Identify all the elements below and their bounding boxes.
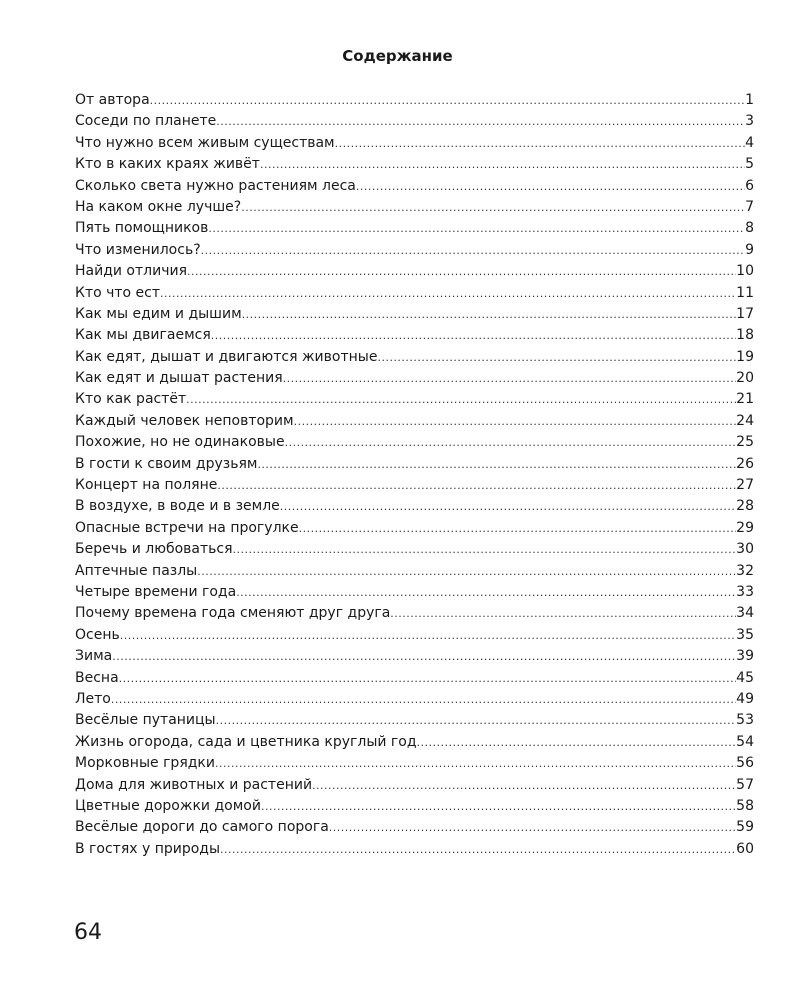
toc-entry [75,432,754,453]
toc-entry-page: 24 [736,412,754,429]
toc-entry-title: Что изменилось? [75,241,201,258]
toc-entry [75,582,754,603]
toc-entry [75,775,754,796]
toc-entry-title: Зима [75,648,113,665]
dot-leader [211,325,736,346]
toc-entry [75,133,754,154]
toc-entry [75,603,754,624]
toc-entry-page: 10 [736,263,754,280]
toc-entry-page: 9 [745,241,754,258]
dot-leader [160,283,736,304]
toc-entry-page: 11 [736,284,754,301]
toc-entry [75,261,754,282]
toc-entry [75,454,754,475]
toc-entry-title: Пять помощников [75,220,209,237]
toc-entry [75,732,754,753]
toc-entry-title: В гостях у природы [75,840,221,857]
toc-entry-title: Найди отличия [75,263,187,280]
toc-entry [75,753,754,774]
toc-entry-title: Соседи по планете [75,113,217,130]
toc-entry [75,539,754,560]
toc-entry-page: 21 [736,391,754,408]
dot-leader [111,689,736,710]
toc-entry [75,218,754,239]
dot-leader [257,454,736,475]
toc-entry-title: Осень [75,626,120,643]
toc-entry-page: 6 [745,177,754,194]
toc-entry-title: В гости к своим друзьям [75,455,258,472]
table-of-contents [75,90,754,860]
toc-entry-page: 60 [736,840,754,857]
toc-entry [75,710,754,731]
dot-leader [377,347,736,368]
toc-entry-page: 56 [736,755,754,772]
toc-entry-page: 58 [736,797,754,814]
toc-entry-title: Опасные встречи на прогулке [75,519,299,536]
toc-entry [75,646,754,667]
toc-entry-title: Весёлые путаницы [75,712,216,729]
toc-entry-title: Каждый человек неповторим [75,412,294,429]
toc-entry [75,176,754,197]
dot-leader [197,561,736,582]
toc-entry-page: 59 [736,819,754,836]
toc-entry-title: Дома для животных и растений [75,776,313,793]
toc-entry [75,796,754,817]
page-number: 64 [74,920,102,945]
toc-entry [75,817,754,838]
toc-entry-page: 33 [736,583,754,600]
dot-leader [283,368,737,389]
dot-leader [186,389,736,410]
toc-entry-title: Кто что ест [75,284,161,301]
dot-leader [233,539,737,560]
toc-entry [75,325,754,346]
toc-entry-page: 35 [736,626,754,643]
toc-entry-title: Сколько света нужно растениям леса [75,177,356,194]
dot-leader [294,411,737,432]
toc-entry-title: Четыре времени года [75,583,237,600]
toc-entry-page: 5 [745,156,754,173]
toc-entry-title: Морковные грядки [75,755,215,772]
dot-leader [201,240,745,261]
toc-entry [75,154,754,175]
toc-entry-title: Цветные дорожки домой [75,797,261,814]
toc-entry [75,368,754,389]
toc-entry-title: Весна [75,669,119,686]
toc-entry [75,475,754,496]
toc-entry-title: Концерт на поляне [75,477,218,494]
toc-entry [75,625,754,646]
toc-entry-page: 17 [736,305,754,322]
toc-entry-title: Как мы едим и дышим [75,305,242,322]
toc-entry-title: В воздухе, в воде и в земле [75,498,280,515]
toc-entry-page: 25 [736,434,754,451]
dot-leader [215,753,736,774]
toc-entry-title: Как едят, дышат и двигаются животные [75,348,378,365]
dot-leader [112,646,736,667]
toc-entry-title: На каком окне лучше? [75,198,242,215]
dot-leader [417,732,737,753]
toc-entry-page: 28 [736,498,754,515]
toc-entry [75,668,754,689]
toc-entry-page: 57 [736,776,754,793]
dot-leader [187,261,736,282]
toc-entry-page: 7 [745,198,754,215]
toc-entry [75,518,754,539]
toc-entry-page: 45 [736,669,754,686]
dot-leader [216,111,745,132]
toc-entry [75,839,754,860]
toc-entry-page: 26 [736,455,754,472]
dot-leader [236,582,736,603]
toc-entry-title: Как едят и дышат растения [75,370,283,387]
dot-leader [261,796,736,817]
toc-entry-page: 4 [745,134,754,151]
toc-entry-page: 34 [736,605,754,622]
toc-entry [75,111,754,132]
dot-leader [299,518,737,539]
toc-entry [75,347,754,368]
dot-leader [220,839,736,860]
toc-entry [75,197,754,218]
toc-entry-title: Жизнь огорода, сада и цветника круглый год [75,733,417,750]
toc-entry-page: 32 [736,562,754,579]
dot-leader [329,817,736,838]
toc-entry-page: 3 [745,113,754,130]
dot-leader [119,668,737,689]
toc-entry-page: 8 [745,220,754,237]
toc-entry-title: Похожие, но не одинаковые [75,434,285,451]
dot-leader [260,154,745,175]
page-title: Содержание [342,47,453,65]
toc-entry [75,561,754,582]
toc-entry [75,240,754,261]
toc-entry-title: Весёлые дороги до самого порога [75,819,329,836]
dot-leader [312,775,736,796]
dot-leader [208,218,745,239]
toc-entry-title: Как мы двигаемся [75,327,211,344]
dot-leader [217,475,736,496]
toc-entry-title: Аптечные пазлы [75,562,198,579]
toc-entry-title: Кто как растёт [75,391,187,408]
toc-entry-title: Беречь и любоваться [75,541,233,558]
dot-leader [390,603,736,624]
toc-entry-page: 39 [736,648,754,665]
toc-entry-page: 20 [736,370,754,387]
dot-leader [280,496,736,517]
toc-entry-title: Лето [75,690,111,707]
toc-entry [75,496,754,517]
toc-entry-page: 30 [736,541,754,558]
dot-leader [242,304,737,325]
toc-entry-page: 54 [736,733,754,750]
toc-entry-page: 27 [736,477,754,494]
dot-leader [216,710,737,731]
toc-entry-page: 53 [736,712,754,729]
toc-entry-page: 49 [736,690,754,707]
dot-leader [356,176,745,197]
toc-entry-page: 29 [736,519,754,536]
dot-leader [241,197,745,218]
toc-entry-page: 1 [745,92,754,108]
toc-entry [75,283,754,304]
dot-leader [150,90,745,111]
toc-entry [75,90,754,111]
toc-entry-page: 18 [736,327,754,344]
toc-entry-title: Что нужно всем живым существам [75,134,335,151]
toc-entry-title: Кто в каких краях живёт [75,156,260,173]
toc-entry-page: 19 [736,348,754,365]
toc-entry [75,689,754,710]
dot-leader [335,133,745,154]
toc-entry [75,411,754,432]
toc-entry [75,389,754,410]
toc-entry-title: От автора [75,92,150,108]
toc-entry [75,304,754,325]
dot-leader [120,625,736,646]
toc-entry-title: Почему времена года сменяют друг друга [75,605,391,622]
dot-leader [285,432,737,453]
